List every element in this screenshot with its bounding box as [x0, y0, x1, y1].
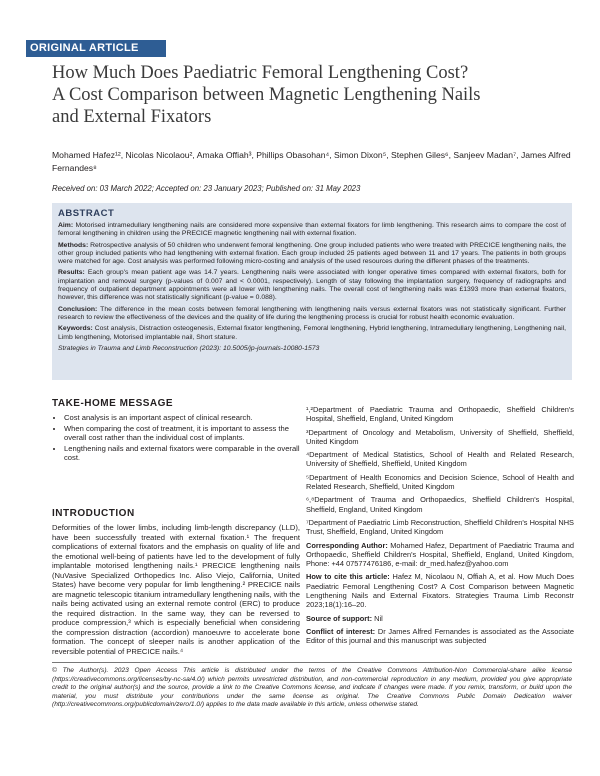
abstract-aim: [58, 222, 566, 239]
results-label: Results:: [58, 269, 85, 277]
conclusion-label: Conclusion:: [58, 305, 98, 313]
affiliation: ³Department of Oncology and Metabolism, University of Sheffield, Sheffield, United Kingdom: [306, 427, 574, 446]
source-of-support: [306, 614, 574, 623]
abstract-methods: [58, 242, 566, 267]
conclusion-text: The difference in the mean costs between femoral lengthening with lengthening nails versus external fixators was not statistically significant. Further research to review the effectiveness of the devices and the quality of life during the lengthening process is crucial for robust health economic evaluation.: [58, 305, 566, 321]
methods-text: Retrospective analysis of 50 children who underwent femoral lengthening. One group included patients who were treated with PRECICE lengthening nails, the other group included patients who had lengthening with external fixation. Each group included 25 patients aged between 11 and 17 years. The patients in both groups were matched for age. Cost analysis was performed following micro-costing and analysis of the used resources during the different phases of the treatments.: [58, 241, 566, 266]
results-text: Each group's mean patient age was 14.7 years. Lengthening nails were associated with longer operative times compared with external fixators, both for implantation and removal surgery (p-values of 0.007 and < 0.0001, respectively). Length of stay following the implantation surgery, frequency of radiographs and frequency of outpatient department appointments were all lower with lengthening nails. The overall cost of lengthening nails was £1393 more than external fixators, however, this difference was not statistically significant (p-value = 0.088).: [58, 269, 566, 302]
affiliation: ⁷Department of Paediatric Limb Reconstruction, Sheffield Children's Hospital NHS Trust, Sheffield, England, United Kingdom: [306, 517, 574, 537]
citation-label: How to cite this article:: [306, 572, 390, 582]
abstract-keywords: [58, 325, 566, 342]
corresponding-label: Corresponding Author:: [306, 540, 388, 550]
take-home-list: [52, 413, 312, 464]
affiliation: ⁶,⁸Department of Trauma and Orthopaedics, Sheffield Children's Hospital, Sheffield, England, United Kingdom: [306, 495, 574, 514]
abstract-results: [58, 269, 566, 302]
conflict-of-interest: [306, 627, 574, 646]
keywords-label: Keywords:: [58, 325, 93, 333]
aim-label: Aim:: [58, 222, 74, 229]
article-type-banner: ORIGINAL ARTICLE: [26, 40, 166, 57]
support-text: Nil: [372, 613, 383, 623]
methods-label: Methods:: [58, 241, 89, 249]
abstract-box: [52, 203, 572, 380]
keywords-text: Cost analysis, Distraction osteogenesis, External fixator lengthening, Femoral lengthening, Hybrid lengthening, Intramedullary lengthening, Lengthening nail, Limb lengthening, Motorised implantable nail, Short stature.: [58, 325, 566, 341]
footer-divider: [52, 662, 572, 663]
author-list: Mohamed Hafez¹², Nicolas Nicolaou², Amaka Offiah³, Phillips Obasohan⁴, Simon Dixon⁵, Stephen Giles⁶, Sanjeev Madan⁷, James Alfred Fernandes⁸: [52, 150, 571, 173]
aim-text: Motorised intramedullary lengthening nails are considered more expensive than external fixators for limb lengthening. This research aims to compare the cost of femoral lengthening in children using the PRECICE magnetic lengthening nail with external fixation.: [58, 222, 566, 238]
citation-text: Hafez M, Nicolaou N, Offiah A, et al. How Much Does Paediatric Femoral Lengthening Cost? A Cost Comparison between Magnetic Lengthening Nails and External Fixators. Strategies Trauma Limb Reconstr 2023;18(1):16–20.: [306, 572, 574, 610]
citation: [306, 572, 574, 609]
list-item: • Cost analysis is an important aspect of clinical research.: [64, 413, 312, 423]
affiliations-column: [306, 405, 574, 650]
introduction-text: Deformities of the lower limbs, including limb-length discrepancy (LLD), have been successfully treated with external fixation.¹ The frequent complications of external fixators and the emphasis on quality of life and the emotional well-being of patients have led to the development of fully implantable motorised lengthening nails.¹ PRECICE lengthening nails (NuVasive Specialized Orthopedics Inc. Aliso Viejo, California, United States) have become very popular for limb lengthening.² PRECICE nails are magnetic telescopic titanium intramedullary lengthening nails, with the nails being activated using an external remote control (ERC) to produce the required distraction. In the same way, they can be reversed to produce compression,³ which is especially beneficial when considering the compression distraction (accordion) manoeuvre to accelerate bone formation. The concept of sleeper nails is another application of the reversible potential of PRECICE nails.⁴: [52, 523, 300, 656]
publication-dates: Received on: 03 March 2022; Accepted on: 23 January 2023; Published on: 31 May 2023: [52, 184, 361, 193]
title-line-2: A Cost Comparison between Magnetic Lengthening Nails: [52, 85, 481, 105]
corresponding-text: Mohamed Hafez, Department of Paediatric Trauma and Orthopaedic, Sheffield Children's Hospital, Sheffield, England, United Kingdom, Phone: +44 07577476186, e-mail: dr_med.hafez@yahoo.com: [306, 540, 574, 569]
take-home-heading: TAKE-HOME MESSAGE: [52, 398, 174, 409]
abstract-conclusion: [58, 306, 566, 323]
conflict-text: Dr James Alfred Fernandes is associated as the Associate Editor of this journal and this manuscript was subjected: [306, 626, 574, 646]
article-title: [52, 62, 572, 128]
title-line-3: and External Fixators: [52, 107, 212, 127]
list-item: • Lengthening nails and external fixators were comparable in the overall cost.: [64, 444, 312, 463]
affiliation: ⁵Department of Health Economics and Decision Science, School of Health and Related Research, Sheffield, United Kingdom: [306, 472, 574, 492]
title-line-1: How Much Does Paediatric Femoral Lengthening Cost?: [52, 63, 469, 83]
introduction-heading: INTRODUCTION: [52, 508, 135, 519]
journal-doi: Strategies in Trauma and Limb Reconstruction (2023): 10.5005/jp-journals-10080-1573: [58, 344, 320, 352]
list-item: • When comparing the cost of treatment, it is important to assess the overall cost rather than the individual cost of implants.: [64, 424, 312, 443]
affiliation: ⁴Department of Medical Statistics, School of Health and Related Research, University of Sheffield, Sheffield, United Kingdom: [306, 450, 574, 469]
license-statement: © The Author(s). 2023 Open Access This article is distributed under the terms of the Creative Commons Attribution-Non Commercial-share alike license (https://creativecommons.org/licenses/by-nc-sa/4.0/) which permits unrestricted distribution, and non-commercial reproduction in any medium, provided you give appropriate credit to the original author(s) and the source, provide a link to the Creative Commons license, and indicate if changes were made. If you remix, transform, or build upon the material, you must distribute your contributions under the same license as original. The Creative Commons Public Domain Dedication waiver (http://creativecommons.org/publicdomain/zero/1.0/) applies to the data made available in this article, unless otherwise stated.: [52, 667, 572, 709]
affiliation: ¹,²Department of Paediatric Trauma and Orthopaedic, Sheffield Children's Hospital, Sheffield, England, United Kingdom: [306, 405, 574, 424]
support-label: Source of support:: [306, 613, 373, 623]
corresponding-author: [306, 541, 574, 569]
abstract-heading: ABSTRACT: [58, 208, 115, 219]
conflict-label: Conflict of interest:: [306, 626, 376, 636]
